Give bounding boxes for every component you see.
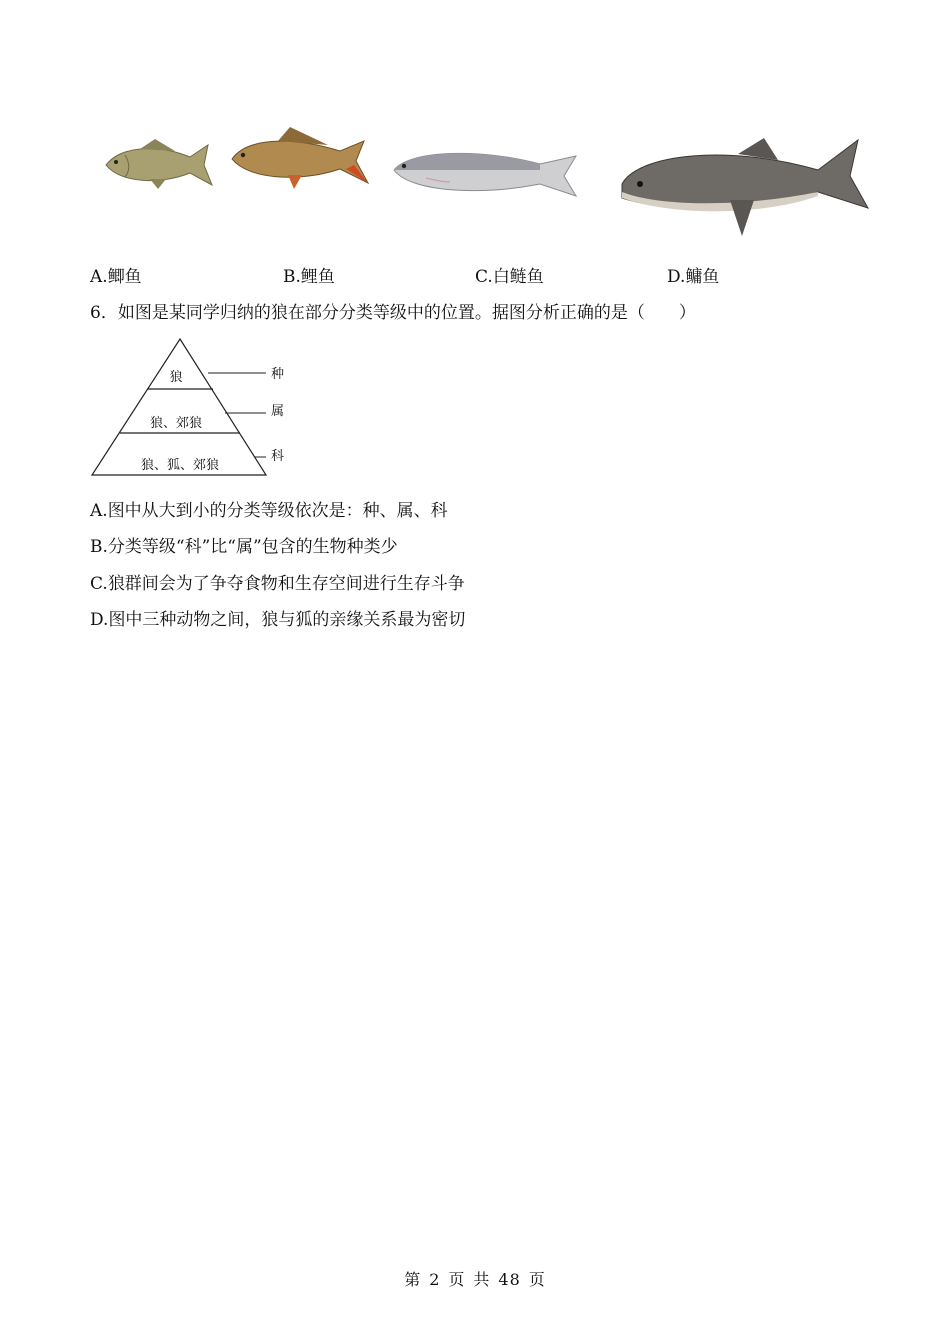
pyramid-rank-species: 种 (271, 367, 285, 382)
pyramid-level-family-content: 狼、狐、郊狼 (140, 458, 220, 473)
q5-option-b: B.鲤鱼 (283, 267, 335, 287)
q6-stem: 6．如图是某同学归纳的狼在部分分类等级中的位置。据图分析正确的是（ ） (90, 303, 696, 323)
q6-option-a: A.图中从大到小的分类等级依次是：种、属、科 (90, 501, 448, 521)
bighead-carp-image (618, 136, 872, 238)
pyramid-rank-genus: 属 (271, 404, 285, 419)
pyramid-level-species-content: 狼 (169, 370, 183, 385)
q6-option-c: C.狼群间会为了争夺食物和生存空间进行生存斗争 (90, 574, 465, 594)
pyramid-level-genus-content: 狼、郊狼 (149, 416, 203, 431)
total-page-count: 48 (498, 1270, 521, 1289)
q6-option-d: D.图中三种动物之间，狼与狐的亲缘关系最为密切 (90, 610, 466, 630)
q5-option-c: C.白鲢鱼 (475, 267, 544, 287)
common-carp-image (228, 125, 372, 195)
q5-option-a: A.鲫鱼 (90, 267, 142, 287)
q5-option-d: D.鳙鱼 (667, 267, 720, 287)
pyramid-rank-family: 科 (271, 449, 285, 464)
silver-carp-image (390, 142, 584, 204)
q6-option-b: B.分类等级“科”比“属”包含的生物种类少 (90, 537, 398, 557)
taxonomy-pyramid (88, 335, 298, 480)
current-page-number: 2 (429, 1270, 441, 1289)
q5-options (0, 262, 950, 286)
crucian-carp-image (100, 135, 218, 193)
page-footer: 第 2 页 共 48 页 (404, 1270, 546, 1289)
